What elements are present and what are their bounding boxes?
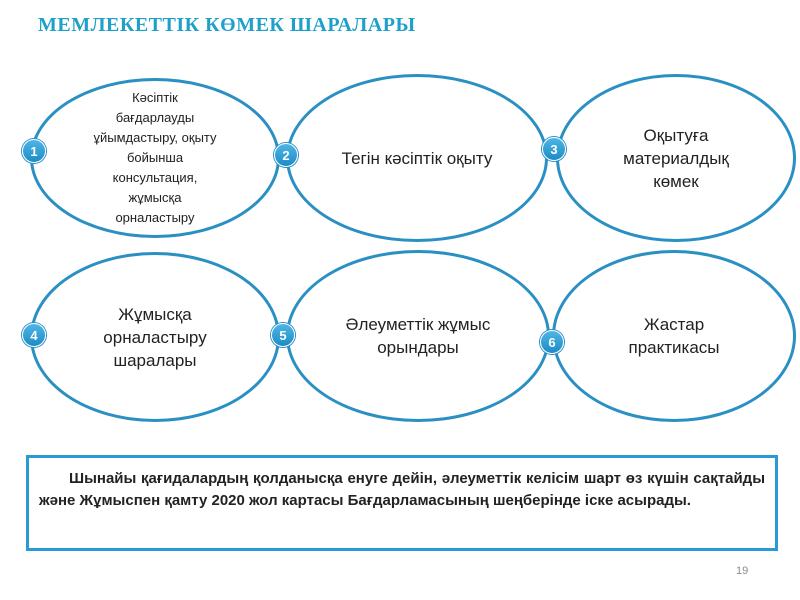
- measure-label-2: Тегін кәсіптік оқыту: [341, 148, 493, 168]
- measure-ellipse-2: [286, 74, 548, 242]
- measure-ellipse-1: [30, 78, 280, 238]
- note-box: Шынайы қағидалардың қолданысқа енуге дейін, әлеуметтік келісім шарт өз күшін сақтайды және Жұмыспен қамту 2020 жол картасы Бағдарламасының шеңберінде іске асырады.: [26, 455, 778, 551]
- page-number: 19: [736, 565, 749, 577]
- measure-label-4: Жұмысқа орналастыру шаралары: [103, 304, 207, 370]
- number-badge-4: 4: [22, 323, 46, 347]
- measure-ellipse-3: [556, 74, 796, 242]
- measure-label-5: Әлеуметтік жұмыс орындары: [345, 315, 491, 357]
- measure-ellipse-4: [30, 252, 280, 422]
- measure-label-6: Жастар практикасы: [628, 315, 720, 357]
- number-badge-6: 6: [540, 330, 564, 354]
- slide-title: МЕМЛЕКЕТТІК КӨМЕК ШАРАЛАРЫ: [38, 14, 416, 36]
- measure-label-3: Оқытуға материалдық көмек: [623, 125, 729, 191]
- number-badge-5: 5: [271, 323, 295, 347]
- number-badge-3: 3: [542, 137, 566, 161]
- measure-label-1: Кәсіптік бағдарлауды ұйымдастыру, оқыту бойынша консультация, жұмысқа орналастыру: [93, 90, 217, 225]
- number-badge-1: 1: [22, 139, 46, 163]
- measure-ellipse-6: [552, 250, 796, 422]
- measure-ellipse-5: [286, 250, 550, 422]
- number-badge-2: 2: [274, 143, 298, 167]
